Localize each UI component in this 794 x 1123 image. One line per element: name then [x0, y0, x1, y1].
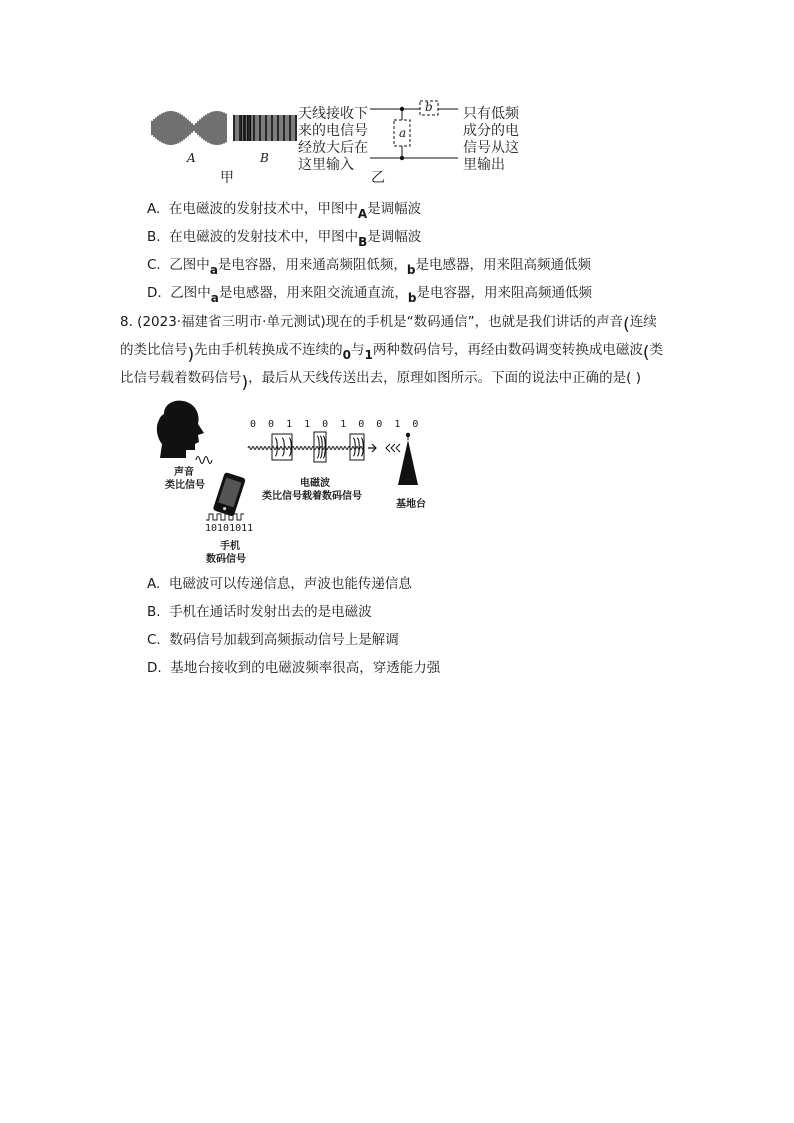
phone-label-2: 数码信号 — [206, 554, 246, 565]
phone-label-1: 手机 — [220, 541, 240, 552]
paren-close: ) — [187, 345, 195, 365]
input-line-4: 这里输入 — [298, 157, 354, 173]
q8-line-1-text: 8. (2023·福建省三明市·单元测试)现在的手机是“数码通信”，也就是我们讲话的声音 — [120, 314, 624, 330]
option-text-end: 是调幅波 — [367, 201, 422, 217]
option-text: 手机在通话时发射出去的是电磁波 — [169, 604, 372, 620]
element-a-label: a — [399, 126, 407, 140]
output-line-2: 成分的电 — [463, 123, 519, 139]
am-wave-a — [152, 111, 226, 145]
q8-line-2-text: 的类比信号 — [120, 342, 188, 358]
voice-label-1: 声音 — [174, 467, 194, 478]
input-description — [298, 106, 368, 174]
option-text: 乙图中 — [170, 285, 211, 301]
q8-line-3-end: ，最后从天线传送出去，原理如图所示。下面的说法中正确的是( ) — [248, 370, 641, 386]
element-b-label: b — [425, 100, 433, 114]
option-text-mid: 是电容器，用来通高频阻低频， — [217, 257, 407, 273]
option-text-end: 是电容器，用来阻高频通低频 — [416, 285, 592, 301]
input-line-3: 经放大后在 — [298, 140, 368, 156]
caption-jia: 甲 — [220, 170, 234, 186]
head-icon — [157, 401, 204, 458]
option-text: 基地台接收到的电磁波频率很高，穿透能力强 — [170, 660, 441, 676]
option-letter: B. — [147, 229, 161, 245]
caption-yi: 乙 — [371, 170, 385, 186]
q8-line-3-text: 比信号载着数码信号 — [120, 370, 242, 386]
option-sub: B — [358, 235, 368, 249]
wave-label-1: 电磁波 — [300, 478, 330, 489]
output-line-4: 里输出 — [463, 157, 505, 173]
option-text-mid: 是电感器，用来阻交流通直流， — [218, 285, 408, 301]
q8-line-1 — [120, 312, 657, 335]
output-description — [463, 106, 519, 174]
signal-chevrons-icon — [386, 444, 400, 452]
option-letter: A. — [147, 201, 161, 217]
carrier-line — [248, 447, 364, 450]
q8-line-2 — [120, 340, 663, 365]
option-letter: C. — [147, 632, 161, 648]
q8-line-2-end: 类 — [649, 342, 663, 358]
base-station-icon — [398, 433, 418, 485]
q7-option-d[interactable] — [147, 284, 592, 305]
option-text-end: 是电感器，用来阻高频通低频 — [415, 257, 592, 273]
square-wave-icon — [206, 512, 246, 522]
option-letter: C. — [147, 257, 161, 273]
paren-close-2: ) — [241, 373, 249, 393]
option-sub: A — [357, 207, 368, 221]
option-text: 电磁波可以传递信息，声波也能传递信息 — [168, 576, 412, 592]
voice-wave-icon — [196, 457, 212, 464]
option-text: 在电磁波的发射技术中，甲图中 — [169, 229, 359, 245]
q8-line-2-mid: 先由手机转换成不连续的 — [194, 342, 343, 358]
option-letter: A. — [147, 576, 161, 592]
output-line-3: 信号从这 — [463, 140, 519, 156]
option-text: 乙图中 — [169, 257, 210, 273]
q8-option-d[interactable] — [147, 659, 440, 677]
option-letter: D. — [147, 660, 162, 676]
paren-open-2: ( — [642, 343, 650, 363]
carrier-wave — [248, 432, 364, 462]
option-text: 在电磁波的发射技术中，甲图中 — [168, 201, 358, 217]
arrow-icon — [368, 444, 376, 452]
bit-sequence: 0 0 1 1 0 1 0 0 1 0 — [250, 419, 422, 430]
input-line-2: 来的电信号 — [298, 123, 368, 139]
option-sub-2: b — [407, 291, 417, 305]
q8-line-3 — [120, 368, 641, 393]
q7-option-a[interactable] — [147, 200, 422, 221]
input-line-1: 天线接收下 — [298, 106, 368, 122]
filter-circuit-diagram — [368, 98, 460, 162]
option-letter: D. — [147, 285, 162, 301]
modulated-wave-graphic — [150, 108, 300, 148]
q7-option-b[interactable] — [147, 228, 422, 249]
label-a: A — [187, 151, 196, 165]
label-b: B — [260, 151, 269, 165]
q8-line-1-end: 连续 — [629, 314, 657, 330]
station-label: 基地台 — [396, 499, 426, 510]
q8-option-a[interactable] — [147, 575, 412, 593]
wave-label-2: 类比信号载着数码信号 — [262, 491, 362, 502]
q8-option-c[interactable] — [147, 631, 399, 649]
option-text: 数码信号加载到高频振动信号上是解调 — [169, 632, 399, 648]
q8-line-2-rest: 两种数码信号，再经由数码调变转换成电磁波 — [372, 342, 643, 358]
fm-wave-b — [234, 115, 296, 141]
option-letter: B. — [147, 604, 161, 620]
paren-open: ( — [623, 315, 630, 335]
q8-option-b[interactable] — [147, 603, 372, 621]
phone-bits: 10101011 — [205, 523, 254, 534]
option-sub: a — [209, 263, 218, 277]
output-line-1: 只有低频 — [463, 106, 519, 122]
q7-option-c[interactable] — [147, 256, 592, 277]
q8-and: 与 — [351, 342, 365, 358]
option-text-end: 是调幅波 — [367, 229, 422, 245]
digit-one: 1 — [364, 348, 373, 362]
voice-label-2: 类比信号 — [165, 480, 205, 491]
option-sub: a — [210, 291, 219, 305]
option-sub-2: b — [406, 263, 416, 277]
digit-zero: 0 — [342, 348, 351, 362]
bit-burst — [282, 438, 284, 456]
